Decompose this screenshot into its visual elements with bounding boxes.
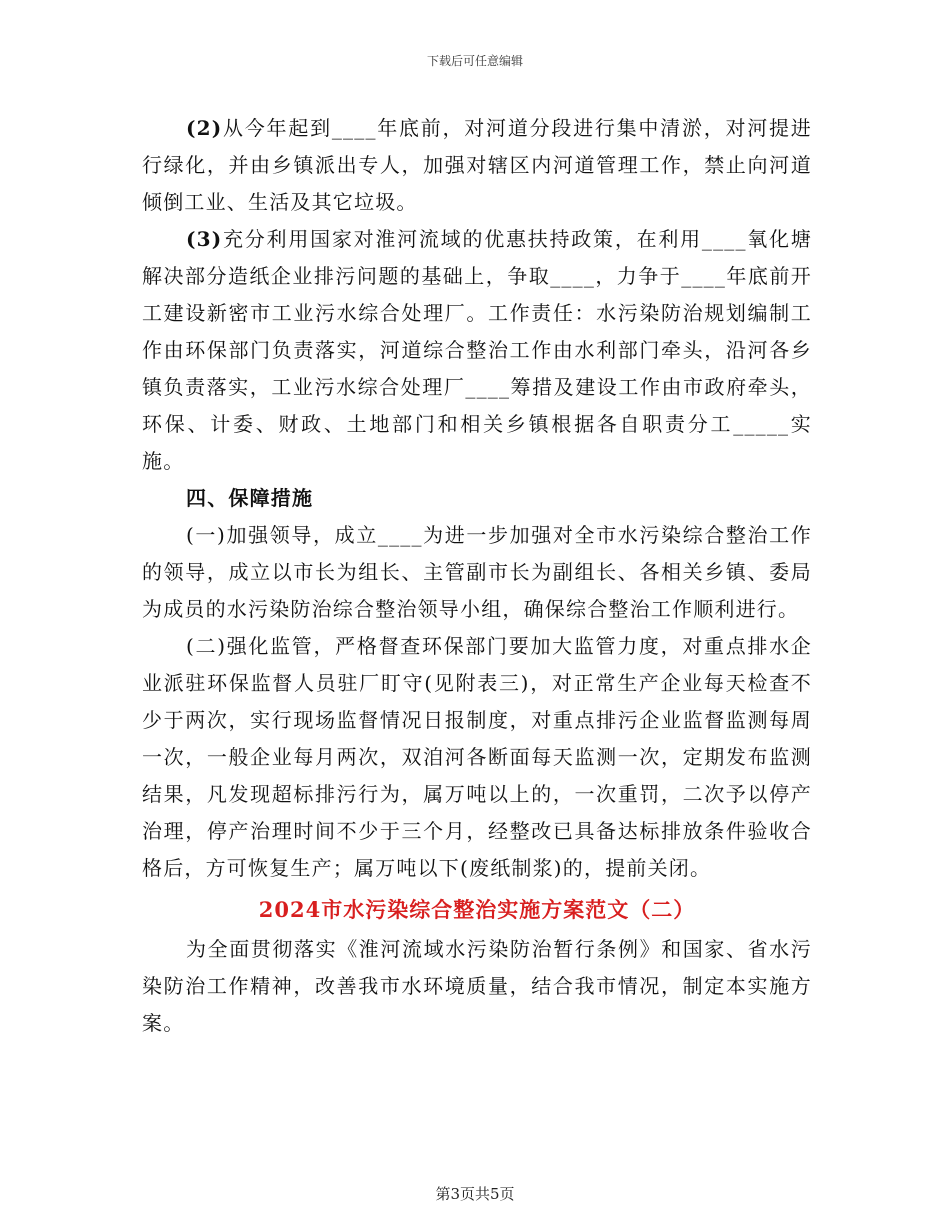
paragraph-item-3	[142, 221, 812, 480]
item-number: (3)	[186, 227, 223, 251]
document-section-title: 2024市水污染综合整治实施方案范文（二）	[258, 897, 696, 922]
item-number: (2)	[186, 116, 223, 140]
section-heading-safeguards: 四、保障措施	[186, 486, 314, 510]
document-body	[142, 110, 812, 1042]
paragraph-item-2	[142, 110, 812, 221]
paragraph-text: 从今年起到____年底前，对河道分段进行集中清淤，对河提进行绿化，并由乡镇派出专人，加强对辖区内河道管理工作，禁止向河道倾倒工业、生活及其它垃圾。	[142, 116, 812, 214]
paragraph-measure-1: (一)加强领导，成立____为进一步加强对全市水污染综合整治工作的领导，成立以市长为组长、主管副市长为副组长、各相关乡镇、委局为成员的水污染防治综合整治领导小组，确保综合整治工作顺利进行。	[142, 523, 812, 621]
paragraph-intro: 为全面贯彻落实《淮河流域水污染防治暂行条例》和国家、省水污染防治工作精神，改善我市水环境质量，结合我市情况，制定本实施方案。	[142, 937, 812, 1035]
paragraph-measure-2: (二)强化监管，严格督查环保部门要加大监管力度，对重点排水企业派驻环保监督人员驻厂盯守(见附表三)，对正常生产企业每天检查不少于两次，实行现场监督情况日报制度，对重点排污企业监督监测每周一次，一般企业每月两次，双洎河各断面每天监测一次，定期发布监测结果，凡发现超标排污行为，属万吨以上的，一次重罚，二次予以停产治理，停产治理时间不少于三个月，经整改已具备达标排放条件验收合格后，方可恢复生产；属万吨以下(废纸制浆)的，提前关闭。	[142, 634, 812, 880]
page-header-note: 下载后可任意编辑	[426, 54, 523, 68]
paragraph-text: 充分利用国家对淮河流域的优惠扶持政策，在利用____氧化塘解决部分造纸企业排污问题的基础上，争取____，力争于____年底前开工建设新密市工业污水综合处理厂。工作责任：水污染防治规划编制工作由环保部门负责落实，河道综合整治工作由水利部门牵头，沿河各乡镇负责落实，工业污水综合处理厂____筹措及建设工作由市政府牵头，环保、计委、财政、土地部门和相关乡镇根据各自职责分工_____实施。	[142, 227, 812, 473]
page-number: 第3页共5页	[435, 1185, 515, 1203]
